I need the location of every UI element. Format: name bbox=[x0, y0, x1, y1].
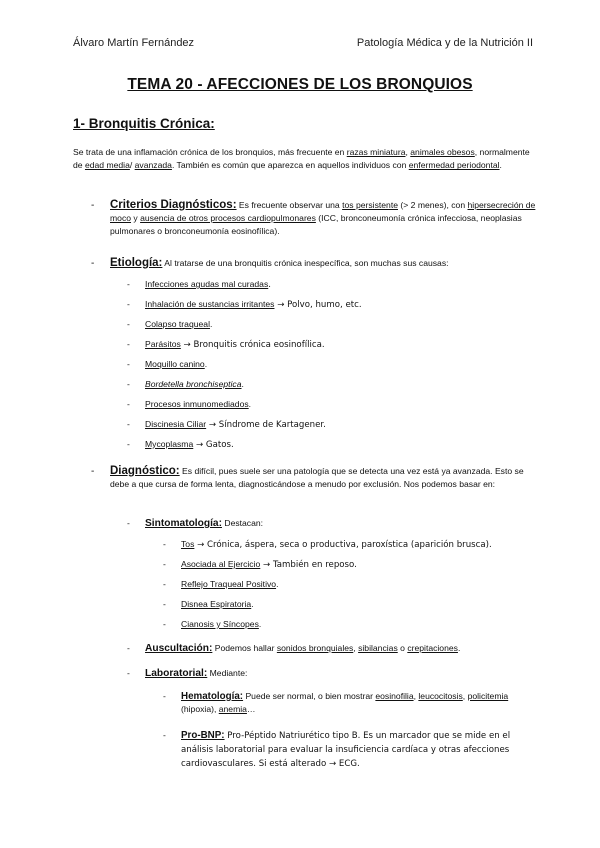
intro-paragraph: Se trata de una inflamación crónica de los bronquios, más frecuente en razas miniatura, animales obesos, normalmente de edad media/ avanzada. También es común que aparezca en aquellos individuos con enfermedad periodontal. bbox=[73, 147, 530, 171]
list-item: - Tos → Crónica, áspera, seca o productiva, paroxística (aparición brusca). bbox=[163, 539, 492, 550]
list-item: - Procesos inmunomediados. bbox=[127, 399, 252, 409]
probnp-block: - Pro-BNP: Pro-Péptido Natriurético tipo B. Es un marcador que se mide en el análisis laboratorial para evaluar la insuficiencia cardíaca y otras afecciones cardiovasculares. Si está alterado → ECG. bbox=[163, 730, 511, 770]
list-item: - Reflejo Traqueal Positivo. bbox=[163, 579, 279, 589]
auscultacion-block: - Auscultación: Podemos hallar sonidos bronquiales, sibilancias o crepitaciones. bbox=[127, 643, 461, 654]
header-subject: Patología Médica y de la Nutrición II bbox=[356, 37, 533, 49]
hematologia-block: - Hematología: Puede ser normal, o bien mostrar eosinofilia, leucocitosis, policitemia (hipoxia), anemia… bbox=[163, 691, 509, 715]
auscultacion-heading: Auscultación: bbox=[145, 643, 213, 654]
list-item: - Discinesia Ciliar → Síndrome de Kartagener. bbox=[127, 419, 326, 430]
list-item: - Cianosis y Síncopes. bbox=[163, 619, 262, 629]
header-author: Álvaro Martín Fernández bbox=[73, 37, 195, 49]
laboratorial-block: - Laboratorial: Mediante: bbox=[127, 668, 248, 679]
section-heading: 1- Bronquitis Crónica: bbox=[73, 116, 215, 131]
list-item: - Moquillo canino. bbox=[127, 359, 208, 369]
sintomatologia-block: - Sintomatología: Destacan: bbox=[127, 518, 264, 529]
diagnostico-heading: Diagnóstico: bbox=[110, 465, 180, 477]
intro-term: edad media bbox=[84, 160, 130, 171]
list-item: - Parásitos → Bronquitis crónica eosinofílica. bbox=[127, 339, 325, 350]
criterios-heading: Criterios Diagnósticos: bbox=[110, 199, 237, 211]
list-item: - Mycoplasma → Gatos. bbox=[127, 439, 234, 450]
dash-bullet: - bbox=[91, 466, 95, 477]
list-item: - Inhalación de sustancias irritantes → Polvo, humo, etc. bbox=[127, 299, 362, 310]
probnp-heading: Pro-BNP: bbox=[181, 730, 225, 741]
dash-bullet: - bbox=[91, 200, 95, 211]
intro-term: avanzada bbox=[134, 160, 172, 171]
list-item: - Disnea Espiratoria. bbox=[163, 599, 254, 609]
etiologia-block: - Etiología: Al tratarse de una bronquitis crónica inespecífica, son muchas sus causas: bbox=[91, 257, 449, 269]
criterios-block: - Criterios Diagnósticos: Es frecuente observar una tos persistente (> 2 menes), con hipersecreción de moco y ausencia de otros procesos cardiopulmonares (ICC, bronconeumonía crónica infecciosa, neoplasias pulmonares o bronconeumonía eosinofílica). bbox=[91, 199, 536, 237]
sintomatologia-heading: Sintomatología: bbox=[145, 518, 222, 529]
dash-bullet: - bbox=[91, 258, 95, 269]
page-title: TEMA 20 - AFECCIONES DE LOS BRONQUIOS bbox=[127, 76, 473, 93]
list-item: - Asociada al Ejercicio → También en reposo. bbox=[163, 559, 357, 570]
intro-term: animales obesos bbox=[410, 147, 475, 157]
etiologia-heading: Etiología: bbox=[110, 257, 163, 269]
intro-term: razas miniatura bbox=[346, 147, 406, 157]
laboratorial-heading: Laboratorial: bbox=[145, 668, 208, 679]
hematologia-heading: Hematología: bbox=[181, 691, 244, 702]
list-item: - Colapso traqueal. bbox=[127, 319, 213, 329]
list-item: - Infecciones agudas mal curadas. bbox=[127, 279, 271, 290]
intro-term: enfermedad periodontal bbox=[408, 160, 500, 171]
diagnostico-block: - Diagnóstico: Es difícil, pues suele ser una patología que se detecta una vez está ya avanzada. Esto se debe a que cursa de forma lenta, diagnosticándose a menudo por exclusión. Nos podemos basar en: bbox=[91, 465, 524, 490]
list-item: - Bordetella bronchiseptica. bbox=[127, 379, 244, 389]
